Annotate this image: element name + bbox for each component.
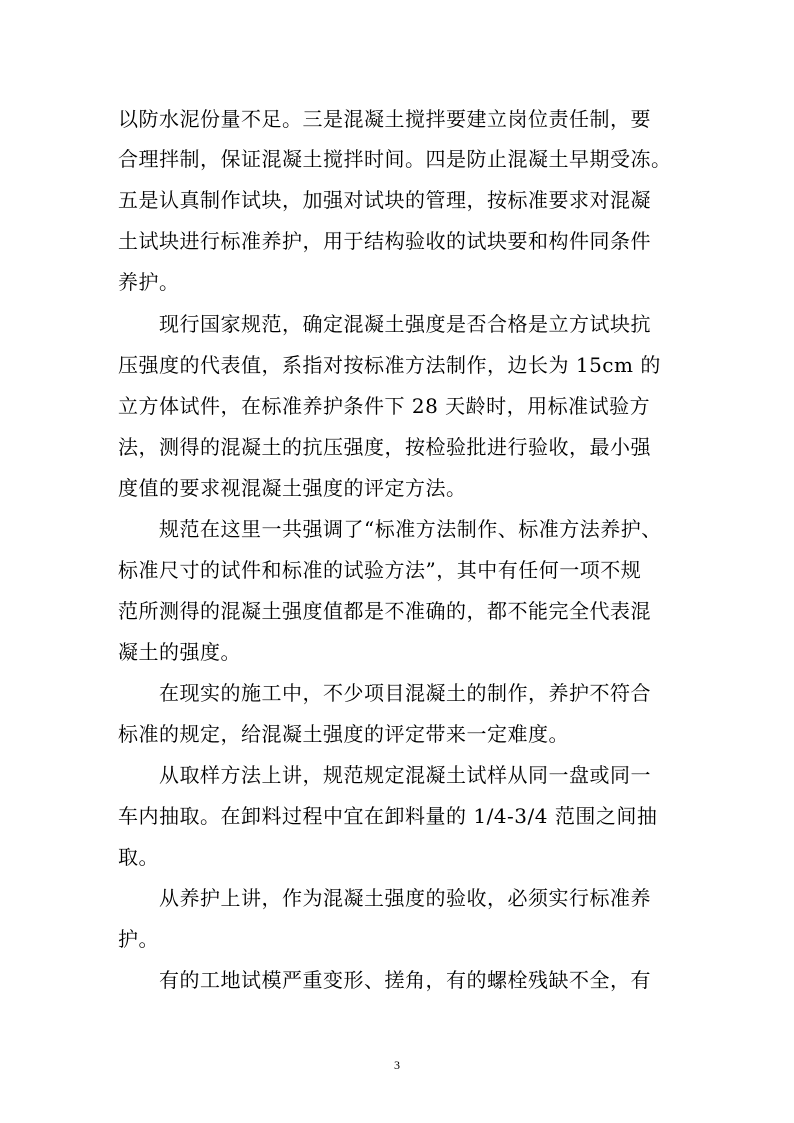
text-line: 凝土的强度。: [118, 640, 241, 664]
text-line: 范所测得的混凝土强度值都是不准确的，都不能完全代表混: [118, 599, 651, 623]
text-line: 从养护上讲，作为混凝土强度的验收，必须实行标准养: [159, 886, 651, 910]
page-number: 3: [394, 1058, 400, 1072]
text-line: 现行国家规范，确定混凝土强度是否合格是立方试块抗: [159, 312, 651, 336]
text-line: 度值的要求视混凝土强度的评定方法。: [118, 476, 467, 500]
text-line: 标准的规定，给混凝土强度的评定带来一定难度。: [118, 722, 569, 746]
text-line: 在现实的施工中，不少项目混凝土的制作，养护不符合: [159, 681, 651, 705]
text-line: 护。: [118, 927, 159, 951]
text-line: 立方体试件，在标准养护条件下 28 天龄时，用标准试验方: [118, 394, 651, 418]
text-line: 有的工地试模严重变形、搓角，有的螺栓残缺不全，有: [159, 968, 651, 992]
text-line: 土试块进行标准养护，用于结构验收的试块要和构件同条件: [118, 229, 651, 253]
text-line: 车内抽取。在卸料过程中宜在卸料量的 1/4-3/4 范围之间抽: [118, 804, 658, 828]
text-line: 标准尺寸的试件和标准的试验方法”，其中有任何一项不规: [118, 558, 642, 582]
text-line: 以防水泥份量不足。三是混凝土搅拌要建立岗位责任制，要: [118, 107, 651, 131]
text-line: 规范在这里一共强调了“标准方法制作、标准方法养护、: [159, 517, 662, 541]
text-line: 取。: [118, 845, 159, 869]
text-line: 法，测得的混凝土的抗压强度，按检验批进行验收，最小强: [118, 435, 651, 459]
text-line: 养护。: [118, 270, 180, 294]
text-line: 合理拌制，保证混凝土搅拌时间。四是防止混凝土早期受冻。: [118, 147, 672, 171]
text-line: 从取样方法上讲，规范规定混凝土试样从同一盘或同一: [159, 763, 651, 787]
text-line: 压强度的代表值，系指对按标准方法制作，边长为 15cm 的: [118, 353, 661, 377]
text-line: 五是认真制作试块，加强对试块的管理，按标准要求对混凝: [118, 188, 651, 212]
